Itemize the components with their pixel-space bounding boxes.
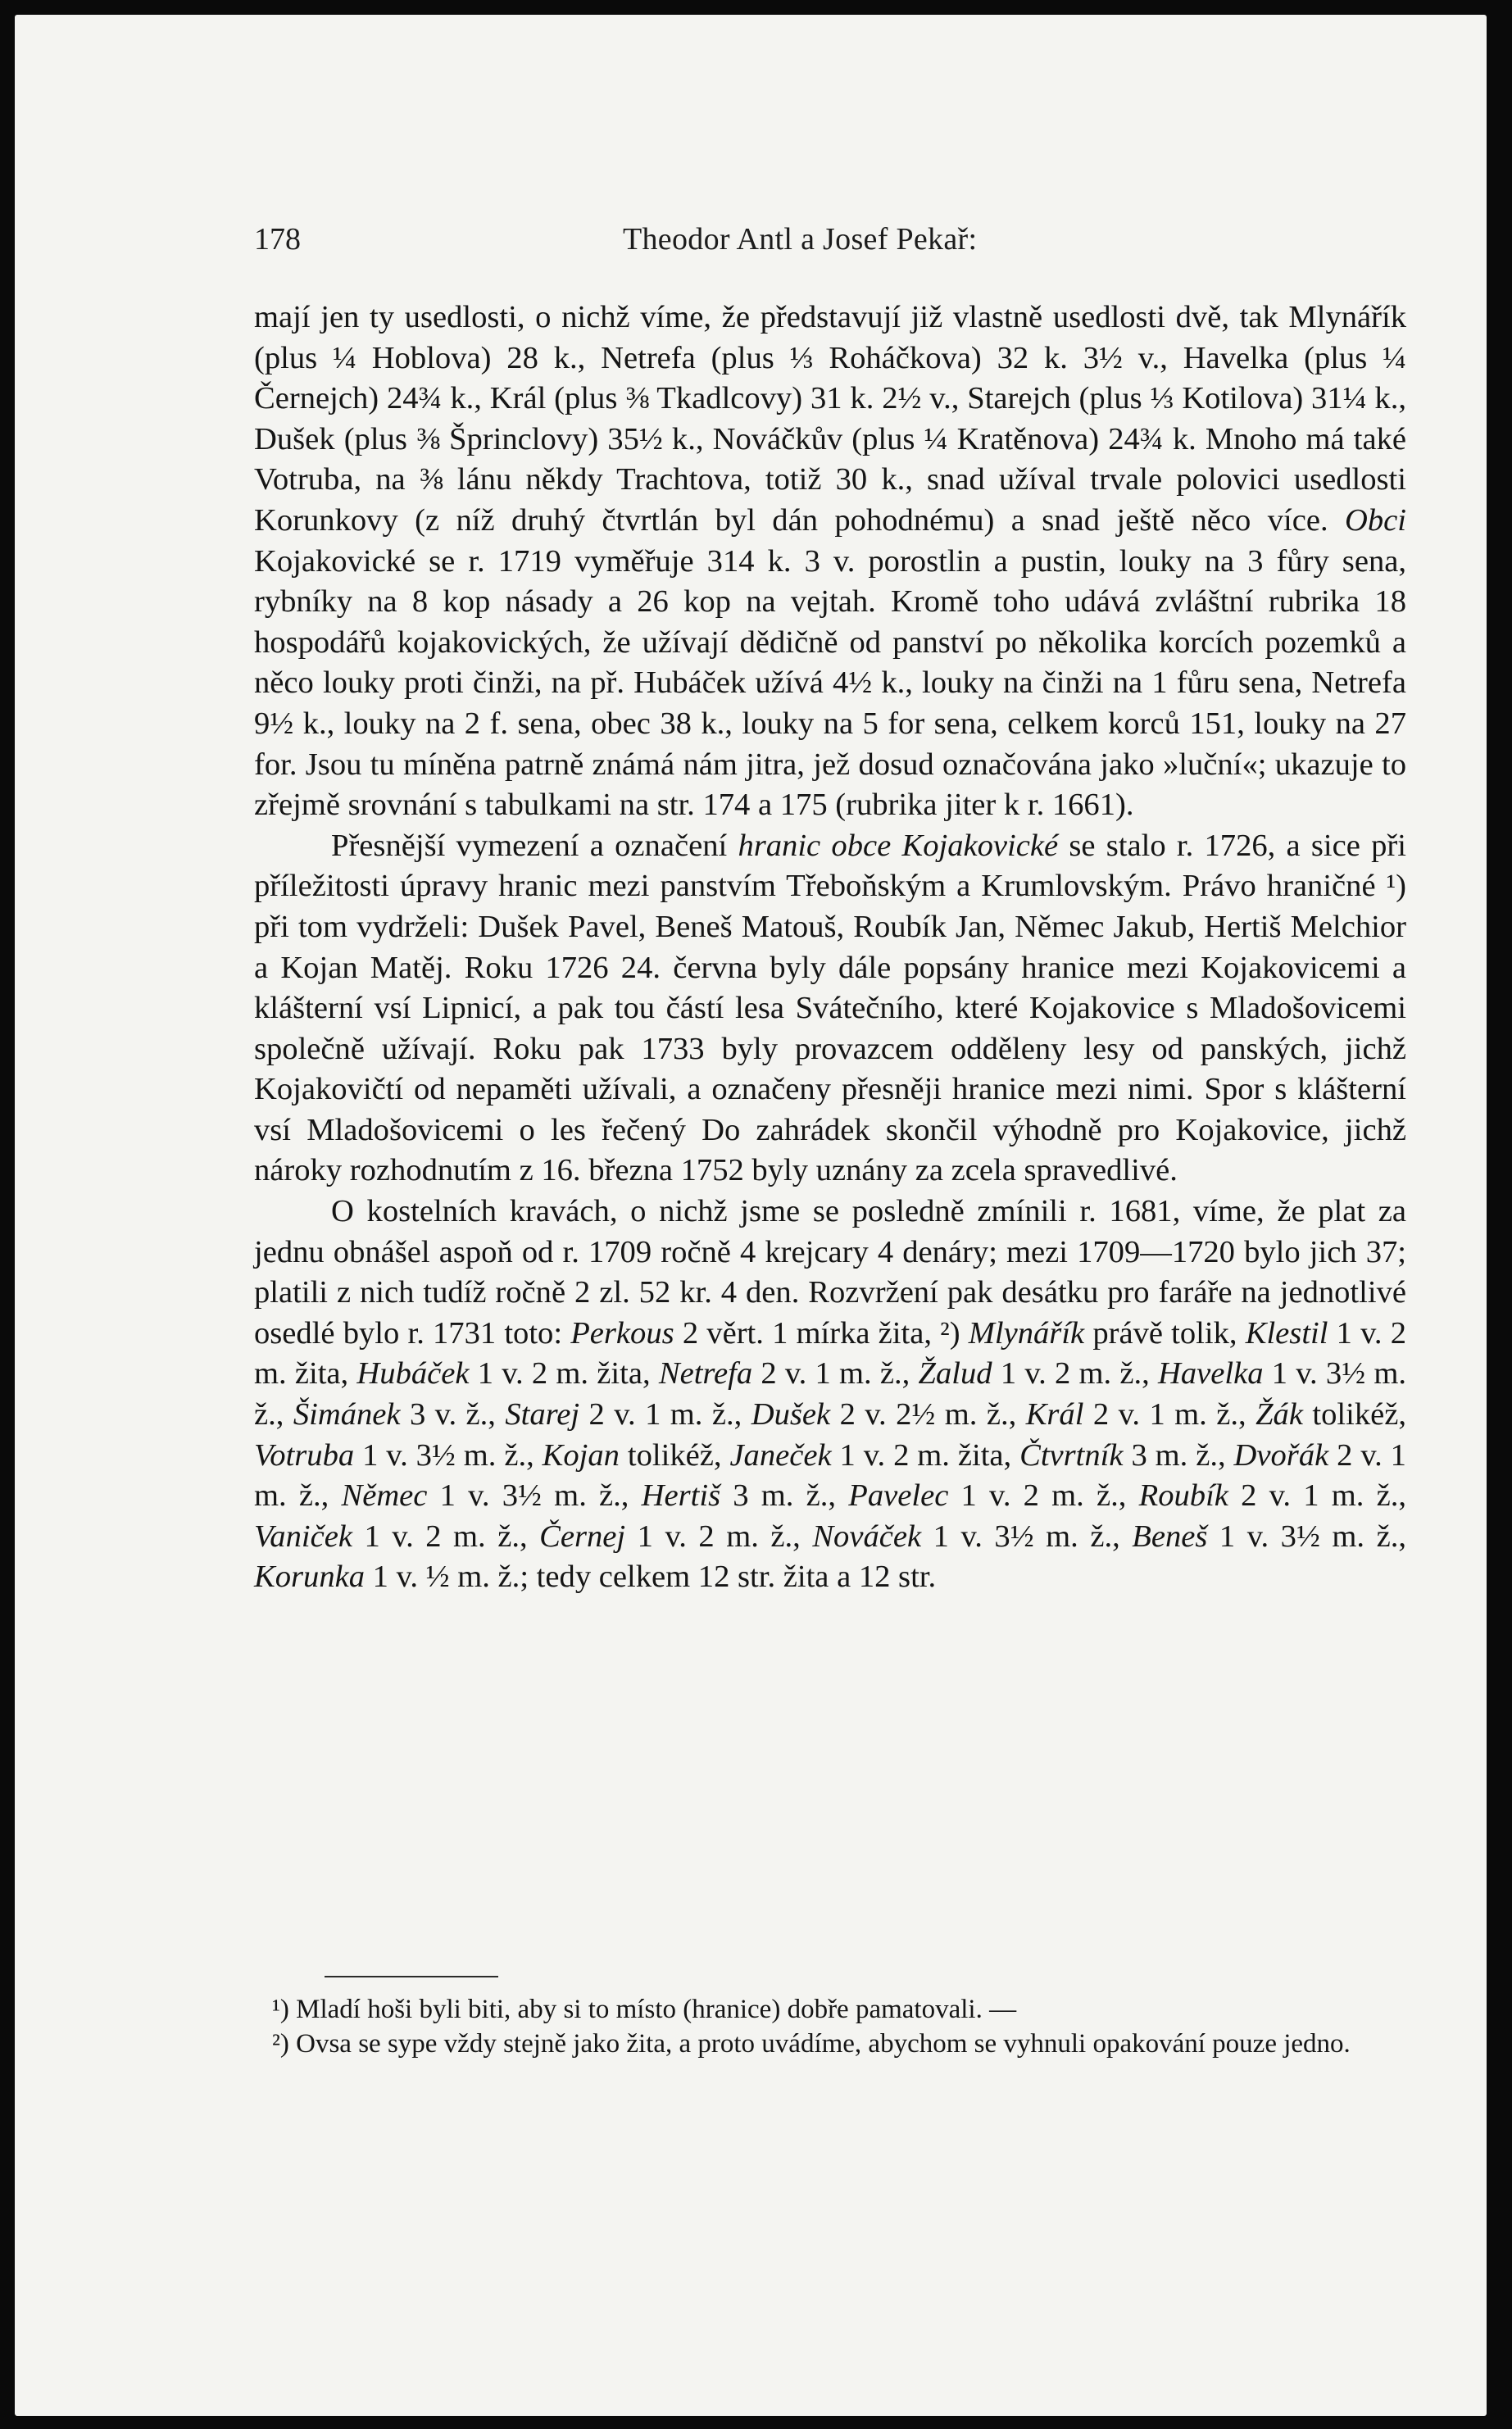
running-title: Theodor Antl a Josef Pekař: xyxy=(623,222,978,257)
paragraph-2: Přesnější vymezení a označení hranic obce Kojakovické se stalo r. 1726, a sice při příležitosti úpravy hranic mezi panstvím Třeboňským a Krumlovským. Právo hraničné ¹) při tom vydrželi: Dušek Pavel, Beneš Matouš, Roubík Jan, Němec Jakub, Hertiš Melchior a Kojan Matěj. Roku 1726 24. června byly dále popsány hranice mezi Kojakovicemi a klášterní vsí Lipnicí, a pak tou částí lesa Svátečního, které Kojakovice s Mladošovicemi společně užívají. Roku pak 1733 byly provazcem odděleny lesy od panských, jichž Kojakovičtí od nepaměti užívali, a označeny přesněji hranice mezi nimi. Spor s klášterní vsí Mladošovicemi o les řečený Do zahrádek skončil výhodně pro Kojakovice, jichž nároky rozhodnutím z 16. března 1752 byly uznány za zcela spravedlivé. xyxy=(254,828,1406,1188)
footnotes xyxy=(254,1992,1406,2061)
page-number: 178 xyxy=(254,222,301,257)
paragraph-1: mají jen ty usedlosti, o nichž víme, že představují již vlastně usedlosti dvě, tak Mlynářík (plus ¼ Hoblova) 28 k., Netrefa (plus ⅓ Roháčkova) 32 k. 3½ v., Havelka (plus ¼ Černejch) 24¾ k., Král (plus ⅜ Tkadlcovy) 31 k. 2½ v., Starejch (plus ⅓ Kotilova) 31¼ k., Dušek (plus ⅜ Šprinclovy) 35½ k., Nováčkův (plus ¼ Kratěnova) 24¾ k. Mnoho má také Votruba, na ⅜ lánu někdy Trachtova, totiž 30 k., snad užíval trvale polovici usedlosti Korunkovy (z níž druhý čtvrtlán byl dán pohodnému) a snad ještě něco více. Obci Kojakovické se r. 1719 vyměřuje 314 k. 3 v. porostlin a pustin, louky na 3 fůry sena, rybníky na 8 kop násady a 26 kop na vejtah. Kromě toho udává zvláštní rubrika 18 hospodářů kojakovických, že užívají dědičně od panství po několika korcích pozemků a něco louky proti činži, na př. Hubáček užívá 4½ k., louky na činži na 1 fůru sena, Netrefa 9½ k., louky na 2 f. sena, obec 38 k., louky na 5 for sena, celkem korců 151, louky na 27 for. Jsou tu míněna patrně známá nám jitra, jež dosud označována jako »luční«; ukazuje to zřejmě srovnání s tabulkami na str. 174 a 175 (rubrika jiter k r. 1661). xyxy=(254,300,1406,823)
footnote-2: ²) Ovsa se sype vždy stejně jako žita, a proto uvádíme, abychom se vyhnuli opakování pouze jedno. xyxy=(272,2029,1351,2059)
book-page xyxy=(15,15,1487,2416)
footnote-1: ¹) Mladí hoši byli biti, aby si to místo (hranice) dobře pamatovali. — xyxy=(272,1995,1017,2024)
paragraph-3: O kostelních kravách, o nichž jsme se posledně zmínili r. 1681, víme, že plat za jednu obnášel aspoň od r. 1709 ročně 4 krejcary 4 denáry; mezi 1709—1720 bylo jich 37; platili z nich tudíž ročně 2 zl. 52 kr. 4 den. Rozvržení pak desátku pro faráře na jednotlivé osedlé bylo r. 1731 toto: Perkous 2 věrt. 1 mírka žita, ²) Mlynářík právě tolik, Klestil 1 v. 2 m. žita, Hubáček 1 v. 2 m. žita, Netrefa 2 v. 1 m. ž., Žalud 1 v. 2 m. ž., Havelka 1 v. 3½ m. ž., Šimánek 3 v. ž., Starej 2 v. 1 m. ž., Dušek 2 v. 2½ m. ž., Král 2 v. 1 m. ž., Žák tolikéž, Votruba 1 v. 3½ m. ž., Kojan tolikéž, Janeček 1 v. 2 m. žita, Čtvrtník 3 m. ž., Dvořák 2 v. 1 m. ž., Němec 1 v. 3½ m. ž., Hertiš 3 m. ž., Pavelec 1 v. 2 m. ž., Roubík 2 v. 1 m. ž., Vaniček 1 v. 2 m. ž., Černej 1 v. 2 m. ž., Nováček 1 v. 3½ m. ž., Beneš 1 v. 3½ m. ž., Korunka 1 v. ½ m. ž.; tedy celkem 12 str. žita a 12 str. xyxy=(254,1194,1407,1595)
body-text xyxy=(254,297,1406,1598)
footnote-rule xyxy=(325,1976,498,1977)
